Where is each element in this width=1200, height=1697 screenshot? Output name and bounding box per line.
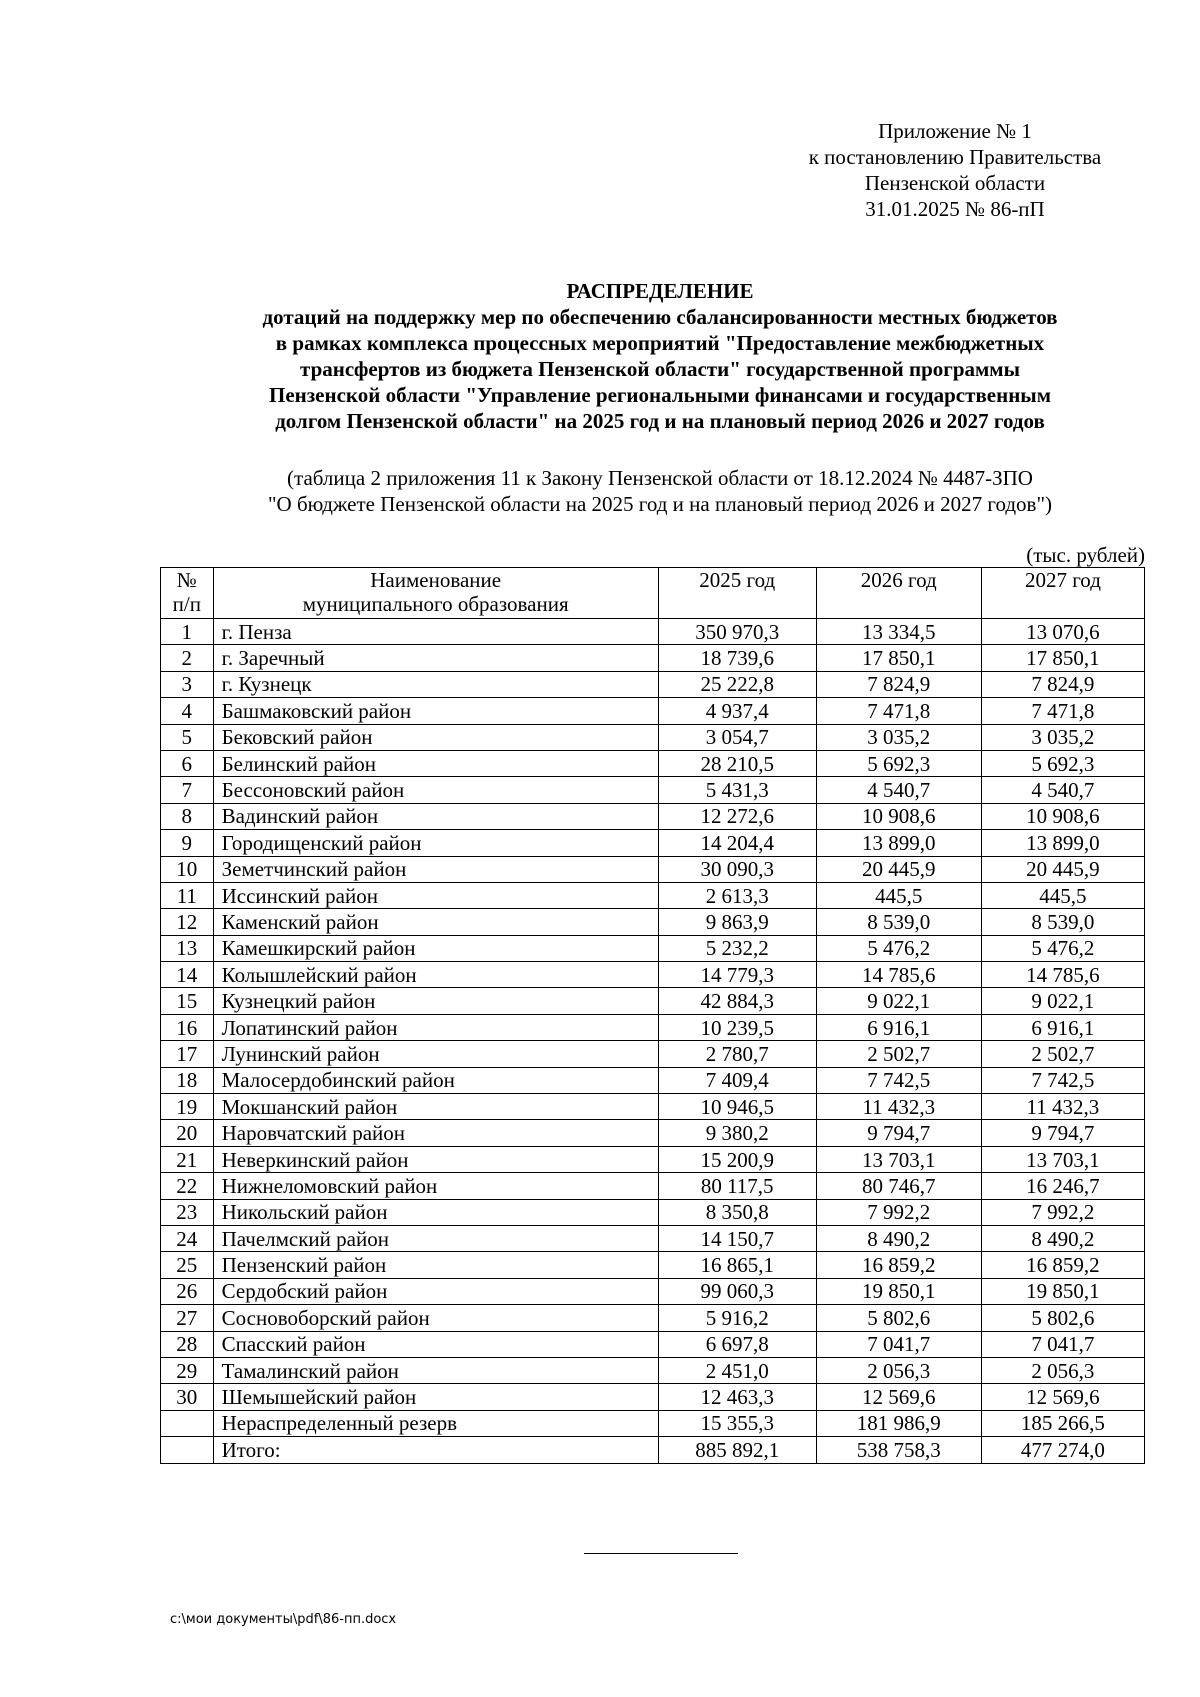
row-value-2025: 9 863,9: [658, 909, 816, 935]
row-value-2026: 13 899,0: [816, 830, 981, 856]
row-value-2027: 13 070,6: [981, 619, 1144, 645]
table-row: [161, 830, 1145, 856]
table-row: [161, 671, 1145, 697]
row-municipality: Нижнеломовский район: [213, 1173, 658, 1199]
row-value-2027: 7 041,7: [981, 1331, 1144, 1357]
row-value-2026: 9 022,1: [816, 988, 981, 1014]
table-row: [161, 1225, 1145, 1251]
row-value-2027: 185 266,5: [981, 1410, 1144, 1436]
row-number: 30: [161, 1384, 214, 1410]
row-number: 17: [161, 1041, 214, 1067]
row-value-2026: 20 445,9: [816, 856, 981, 882]
row-value-2026: 9 794,7: [816, 1120, 981, 1146]
row-municipality: Иссинский район: [213, 882, 658, 908]
row-number: 27: [161, 1305, 214, 1331]
row-number: 28: [161, 1331, 214, 1357]
row-number: 19: [161, 1094, 214, 1120]
row-municipality: г. Пенза: [213, 619, 658, 645]
row-value-2026: 12 569,6: [816, 1384, 981, 1410]
row-number: 10: [161, 856, 214, 882]
row-number: 26: [161, 1278, 214, 1304]
row-municipality: Сосновоборский район: [213, 1305, 658, 1331]
row-number: 1: [161, 619, 214, 645]
row-value-2026: 5 692,3: [816, 750, 981, 776]
row-value-2027: 11 432,3: [981, 1094, 1144, 1120]
row-value-2027: 5 802,6: [981, 1305, 1144, 1331]
row-municipality: Спасский район: [213, 1331, 658, 1357]
table-row: [161, 750, 1145, 776]
table-row: [161, 777, 1145, 803]
row-municipality: Камешкирский район: [213, 935, 658, 961]
row-value-2027: 7 824,9: [981, 671, 1144, 697]
table-row: [161, 1146, 1145, 1172]
file-path-footer: c:\мои документы\pdf\86-пп.docx: [170, 1612, 397, 1627]
header-name-line1: Наименование: [370, 568, 502, 592]
appendix-line: 31.01.2025 № 86-пП: [865, 197, 1045, 221]
row-number: 9: [161, 830, 214, 856]
row-value-2025: 3 054,7: [658, 724, 816, 750]
row-value-2026: 5 802,6: [816, 1305, 981, 1331]
row-value-2025: 6 697,8: [658, 1331, 816, 1357]
row-municipality: Итого:: [213, 1437, 658, 1463]
row-municipality: Городищенский район: [213, 830, 658, 856]
table-row: [161, 724, 1145, 750]
table-row: [161, 619, 1145, 645]
row-municipality: Пачелмский район: [213, 1225, 658, 1251]
row-value-2026: 7 992,2: [816, 1199, 981, 1225]
row-value-2027: 4 540,7: [981, 777, 1144, 803]
row-number: 21: [161, 1146, 214, 1172]
row-value-2027: 17 850,1: [981, 645, 1144, 671]
row-number: 14: [161, 962, 214, 988]
header-2026: 2026 год: [816, 568, 981, 619]
row-value-2027: 7 992,2: [981, 1199, 1144, 1225]
row-value-2026: 7 742,5: [816, 1067, 981, 1093]
row-municipality: Каменский район: [213, 909, 658, 935]
row-value-2026: 11 432,3: [816, 1094, 981, 1120]
row-value-2027: 445,5: [981, 882, 1144, 908]
row-value-2025: 12 463,3: [658, 1384, 816, 1410]
row-value-2026: 19 850,1: [816, 1278, 981, 1304]
table-row: [161, 1094, 1145, 1120]
table-row: [161, 1305, 1145, 1331]
title-line: РАСПРЕДЕЛЕНИЕ: [566, 279, 754, 303]
table-row: [161, 988, 1145, 1014]
row-value-2025: 99 060,3: [658, 1278, 816, 1304]
title-line: в рамках комплекса процессных мероприятий "Предоставление межбюджетных: [275, 331, 1045, 355]
document-title: [160, 278, 1160, 434]
row-municipality: Мокшанский район: [213, 1094, 658, 1120]
table-row: [161, 1120, 1145, 1146]
row-value-2026: 13 334,5: [816, 619, 981, 645]
row-value-2027: 9 022,1: [981, 988, 1144, 1014]
row-value-2027: 12 569,6: [981, 1384, 1144, 1410]
table-row: [161, 1199, 1145, 1225]
row-municipality: Бессоновский район: [213, 777, 658, 803]
row-value-2027: 14 785,6: [981, 962, 1144, 988]
row-value-2027: 8 539,0: [981, 909, 1144, 935]
row-number: 5: [161, 724, 214, 750]
row-value-2026: 4 540,7: [816, 777, 981, 803]
row-value-2026: 80 746,7: [816, 1173, 981, 1199]
row-value-2025: 5 232,2: [658, 935, 816, 961]
row-municipality: Башмаковский район: [213, 698, 658, 724]
row-value-2025: 25 222,8: [658, 671, 816, 697]
row-value-2025: 2 780,7: [658, 1041, 816, 1067]
table-row: [161, 803, 1145, 829]
row-municipality: г. Кузнецк: [213, 671, 658, 697]
subtitle-line: "О бюджете Пензенской области на 2025 год и на плановый период 2026 и 2027 годов"): [267, 492, 1053, 516]
row-value-2025: 15 355,3: [658, 1410, 816, 1436]
row-number: 6: [161, 750, 214, 776]
row-value-2025: 28 210,5: [658, 750, 816, 776]
row-number: 11: [161, 882, 214, 908]
header-name-line2: муниципального образования: [302, 592, 569, 616]
document-subtitle: [160, 465, 1160, 517]
row-number: 3: [161, 671, 214, 697]
row-value-2025: 15 200,9: [658, 1146, 816, 1172]
units-label: (тыс. рублей): [1026, 543, 1145, 567]
row-value-2025: 80 117,5: [658, 1173, 816, 1199]
row-value-2027: 7 471,8: [981, 698, 1144, 724]
row-municipality: Никольский район: [213, 1199, 658, 1225]
row-value-2025: 4 937,4: [658, 698, 816, 724]
row-number: [161, 1437, 214, 1463]
row-value-2026: 17 850,1: [816, 645, 981, 671]
row-municipality: Малосердобинский район: [213, 1067, 658, 1093]
row-value-2026: 10 908,6: [816, 803, 981, 829]
row-number: 18: [161, 1067, 214, 1093]
table-row: [161, 1437, 1145, 1463]
row-value-2025: 18 739,6: [658, 645, 816, 671]
row-value-2026: 6 916,1: [816, 1014, 981, 1040]
header-number-line1: №: [176, 568, 197, 592]
appendix-line: к постановлению Правительства: [808, 145, 1102, 169]
row-value-2026: 7 041,7: [816, 1331, 981, 1357]
row-value-2026: 3 035,2: [816, 724, 981, 750]
row-value-2025: 2 451,0: [658, 1357, 816, 1383]
appendix-block: [790, 118, 1120, 222]
row-value-2025: 42 884,3: [658, 988, 816, 1014]
row-municipality: Неверкинский район: [213, 1146, 658, 1172]
row-value-2027: 13 703,1: [981, 1146, 1144, 1172]
row-value-2027: 477 274,0: [981, 1437, 1144, 1463]
row-municipality: г. Заречный: [213, 645, 658, 671]
row-municipality: Бековский район: [213, 724, 658, 750]
row-value-2026: 2 502,7: [816, 1041, 981, 1067]
header-2027: 2027 год: [981, 568, 1144, 619]
row-value-2026: 13 703,1: [816, 1146, 981, 1172]
row-value-2026: 16 859,2: [816, 1252, 981, 1278]
row-value-2025: 10 239,5: [658, 1014, 816, 1040]
row-municipality: Колышлейский район: [213, 962, 658, 988]
row-value-2025: 12 272,6: [658, 803, 816, 829]
row-municipality: Вадинский район: [213, 803, 658, 829]
row-number: 13: [161, 935, 214, 961]
subtitle-line: (таблица 2 приложения 11 к Закону Пензенской области от 18.12.2024 № 4487-ЗПО: [287, 466, 1033, 490]
row-number: 22: [161, 1173, 214, 1199]
row-municipality: Земетчинский район: [213, 856, 658, 882]
row-value-2025: 7 409,4: [658, 1067, 816, 1093]
row-number: 15: [161, 988, 214, 1014]
row-value-2027: 9 794,7: [981, 1120, 1144, 1146]
header-number: [161, 568, 214, 619]
row-value-2025: 9 380,2: [658, 1120, 816, 1146]
row-number: 4: [161, 698, 214, 724]
row-municipality: Нераспределенный резерв: [213, 1410, 658, 1436]
row-value-2027: 6 916,1: [981, 1014, 1144, 1040]
distribution-table: [160, 567, 1145, 1464]
row-value-2027: 13 899,0: [981, 830, 1144, 856]
row-number: 24: [161, 1225, 214, 1251]
row-municipality: Тамалинский район: [213, 1357, 658, 1383]
row-number: [161, 1410, 214, 1436]
row-value-2025: 5 431,3: [658, 777, 816, 803]
row-municipality: Пензенский район: [213, 1252, 658, 1278]
row-value-2025: 30 090,3: [658, 856, 816, 882]
row-municipality: Лопатинский район: [213, 1014, 658, 1040]
table-row: [161, 1410, 1145, 1436]
row-value-2026: 7 471,8: [816, 698, 981, 724]
table-row: [161, 1067, 1145, 1093]
row-value-2027: 19 850,1: [981, 1278, 1144, 1304]
row-value-2027: 2 502,7: [981, 1041, 1144, 1067]
table-body: [161, 619, 1145, 1464]
row-value-2026: 8 490,2: [816, 1225, 981, 1251]
row-municipality: Лунинский район: [213, 1041, 658, 1067]
row-number: 7: [161, 777, 214, 803]
table-row: [161, 909, 1145, 935]
row-value-2026: 7 824,9: [816, 671, 981, 697]
table-row: [161, 1384, 1145, 1410]
row-value-2025: 5 916,2: [658, 1305, 816, 1331]
table-row: [161, 1357, 1145, 1383]
row-value-2027: 20 445,9: [981, 856, 1144, 882]
row-municipality: Белинский район: [213, 750, 658, 776]
row-value-2025: 885 892,1: [658, 1437, 816, 1463]
row-municipality: Кузнецкий район: [213, 988, 658, 1014]
row-value-2027: 5 476,2: [981, 935, 1144, 961]
row-value-2025: 8 350,8: [658, 1199, 816, 1225]
row-number: 20: [161, 1120, 214, 1146]
title-line: трансфертов из бюджета Пензенской области" государственной программы: [300, 357, 1020, 381]
row-value-2026: 5 476,2: [816, 935, 981, 961]
header-number-line2: п/п: [172, 592, 201, 616]
row-municipality: Наровчатский район: [213, 1120, 658, 1146]
title-line: дотаций на поддержку мер по обеспечению сбалансированности местных бюджетов: [262, 305, 1058, 329]
table-row: [161, 1331, 1145, 1357]
title-line: Пензенской области "Управление региональными финансами и государственным: [268, 383, 1051, 407]
table-row: [161, 1173, 1145, 1199]
end-divider: [584, 1553, 738, 1554]
appendix-line: Приложение № 1: [878, 119, 1032, 143]
row-number: 29: [161, 1357, 214, 1383]
table-row: [161, 935, 1145, 961]
table-row: [161, 1252, 1145, 1278]
row-value-2026: 181 986,9: [816, 1410, 981, 1436]
row-value-2026: 538 758,3: [816, 1437, 981, 1463]
header-name: [213, 568, 658, 619]
row-number: 8: [161, 803, 214, 829]
row-value-2027: 8 490,2: [981, 1225, 1144, 1251]
title-line: долгом Пензенской области" на 2025 год и на плановый период 2026 и 2027 годов: [275, 409, 1045, 433]
row-municipality: Шемышейский район: [213, 1384, 658, 1410]
row-value-2026: 8 539,0: [816, 909, 981, 935]
row-value-2027: 2 056,3: [981, 1357, 1144, 1383]
row-value-2025: 350 970,3: [658, 619, 816, 645]
table-row: [161, 645, 1145, 671]
row-value-2025: 10 946,5: [658, 1094, 816, 1120]
table-row: [161, 856, 1145, 882]
table-row: [161, 962, 1145, 988]
row-value-2025: 14 779,3: [658, 962, 816, 988]
row-value-2025: 16 865,1: [658, 1252, 816, 1278]
table-row: [161, 1041, 1145, 1067]
row-value-2025: 14 150,7: [658, 1225, 816, 1251]
table-row: [161, 882, 1145, 908]
row-value-2027: 10 908,6: [981, 803, 1144, 829]
row-value-2026: 445,5: [816, 882, 981, 908]
row-number: 12: [161, 909, 214, 935]
row-value-2025: 2 613,3: [658, 882, 816, 908]
row-value-2027: 16 859,2: [981, 1252, 1144, 1278]
table-row: [161, 698, 1145, 724]
row-value-2026: 14 785,6: [816, 962, 981, 988]
appendix-line: Пензенской области: [864, 171, 1046, 195]
table-header-row: [161, 568, 1145, 619]
row-municipality: Сердобский район: [213, 1278, 658, 1304]
header-2025: 2025 год: [658, 568, 816, 619]
row-value-2027: 16 246,7: [981, 1173, 1144, 1199]
row-value-2027: 7 742,5: [981, 1067, 1144, 1093]
row-value-2027: 5 692,3: [981, 750, 1144, 776]
row-value-2026: 2 056,3: [816, 1357, 981, 1383]
table-row: [161, 1278, 1145, 1304]
row-number: 2: [161, 645, 214, 671]
table-row: [161, 1014, 1145, 1040]
row-number: 16: [161, 1014, 214, 1040]
row-value-2027: 3 035,2: [981, 724, 1144, 750]
row-number: 25: [161, 1252, 214, 1278]
row-value-2025: 14 204,4: [658, 830, 816, 856]
row-number: 23: [161, 1199, 214, 1225]
